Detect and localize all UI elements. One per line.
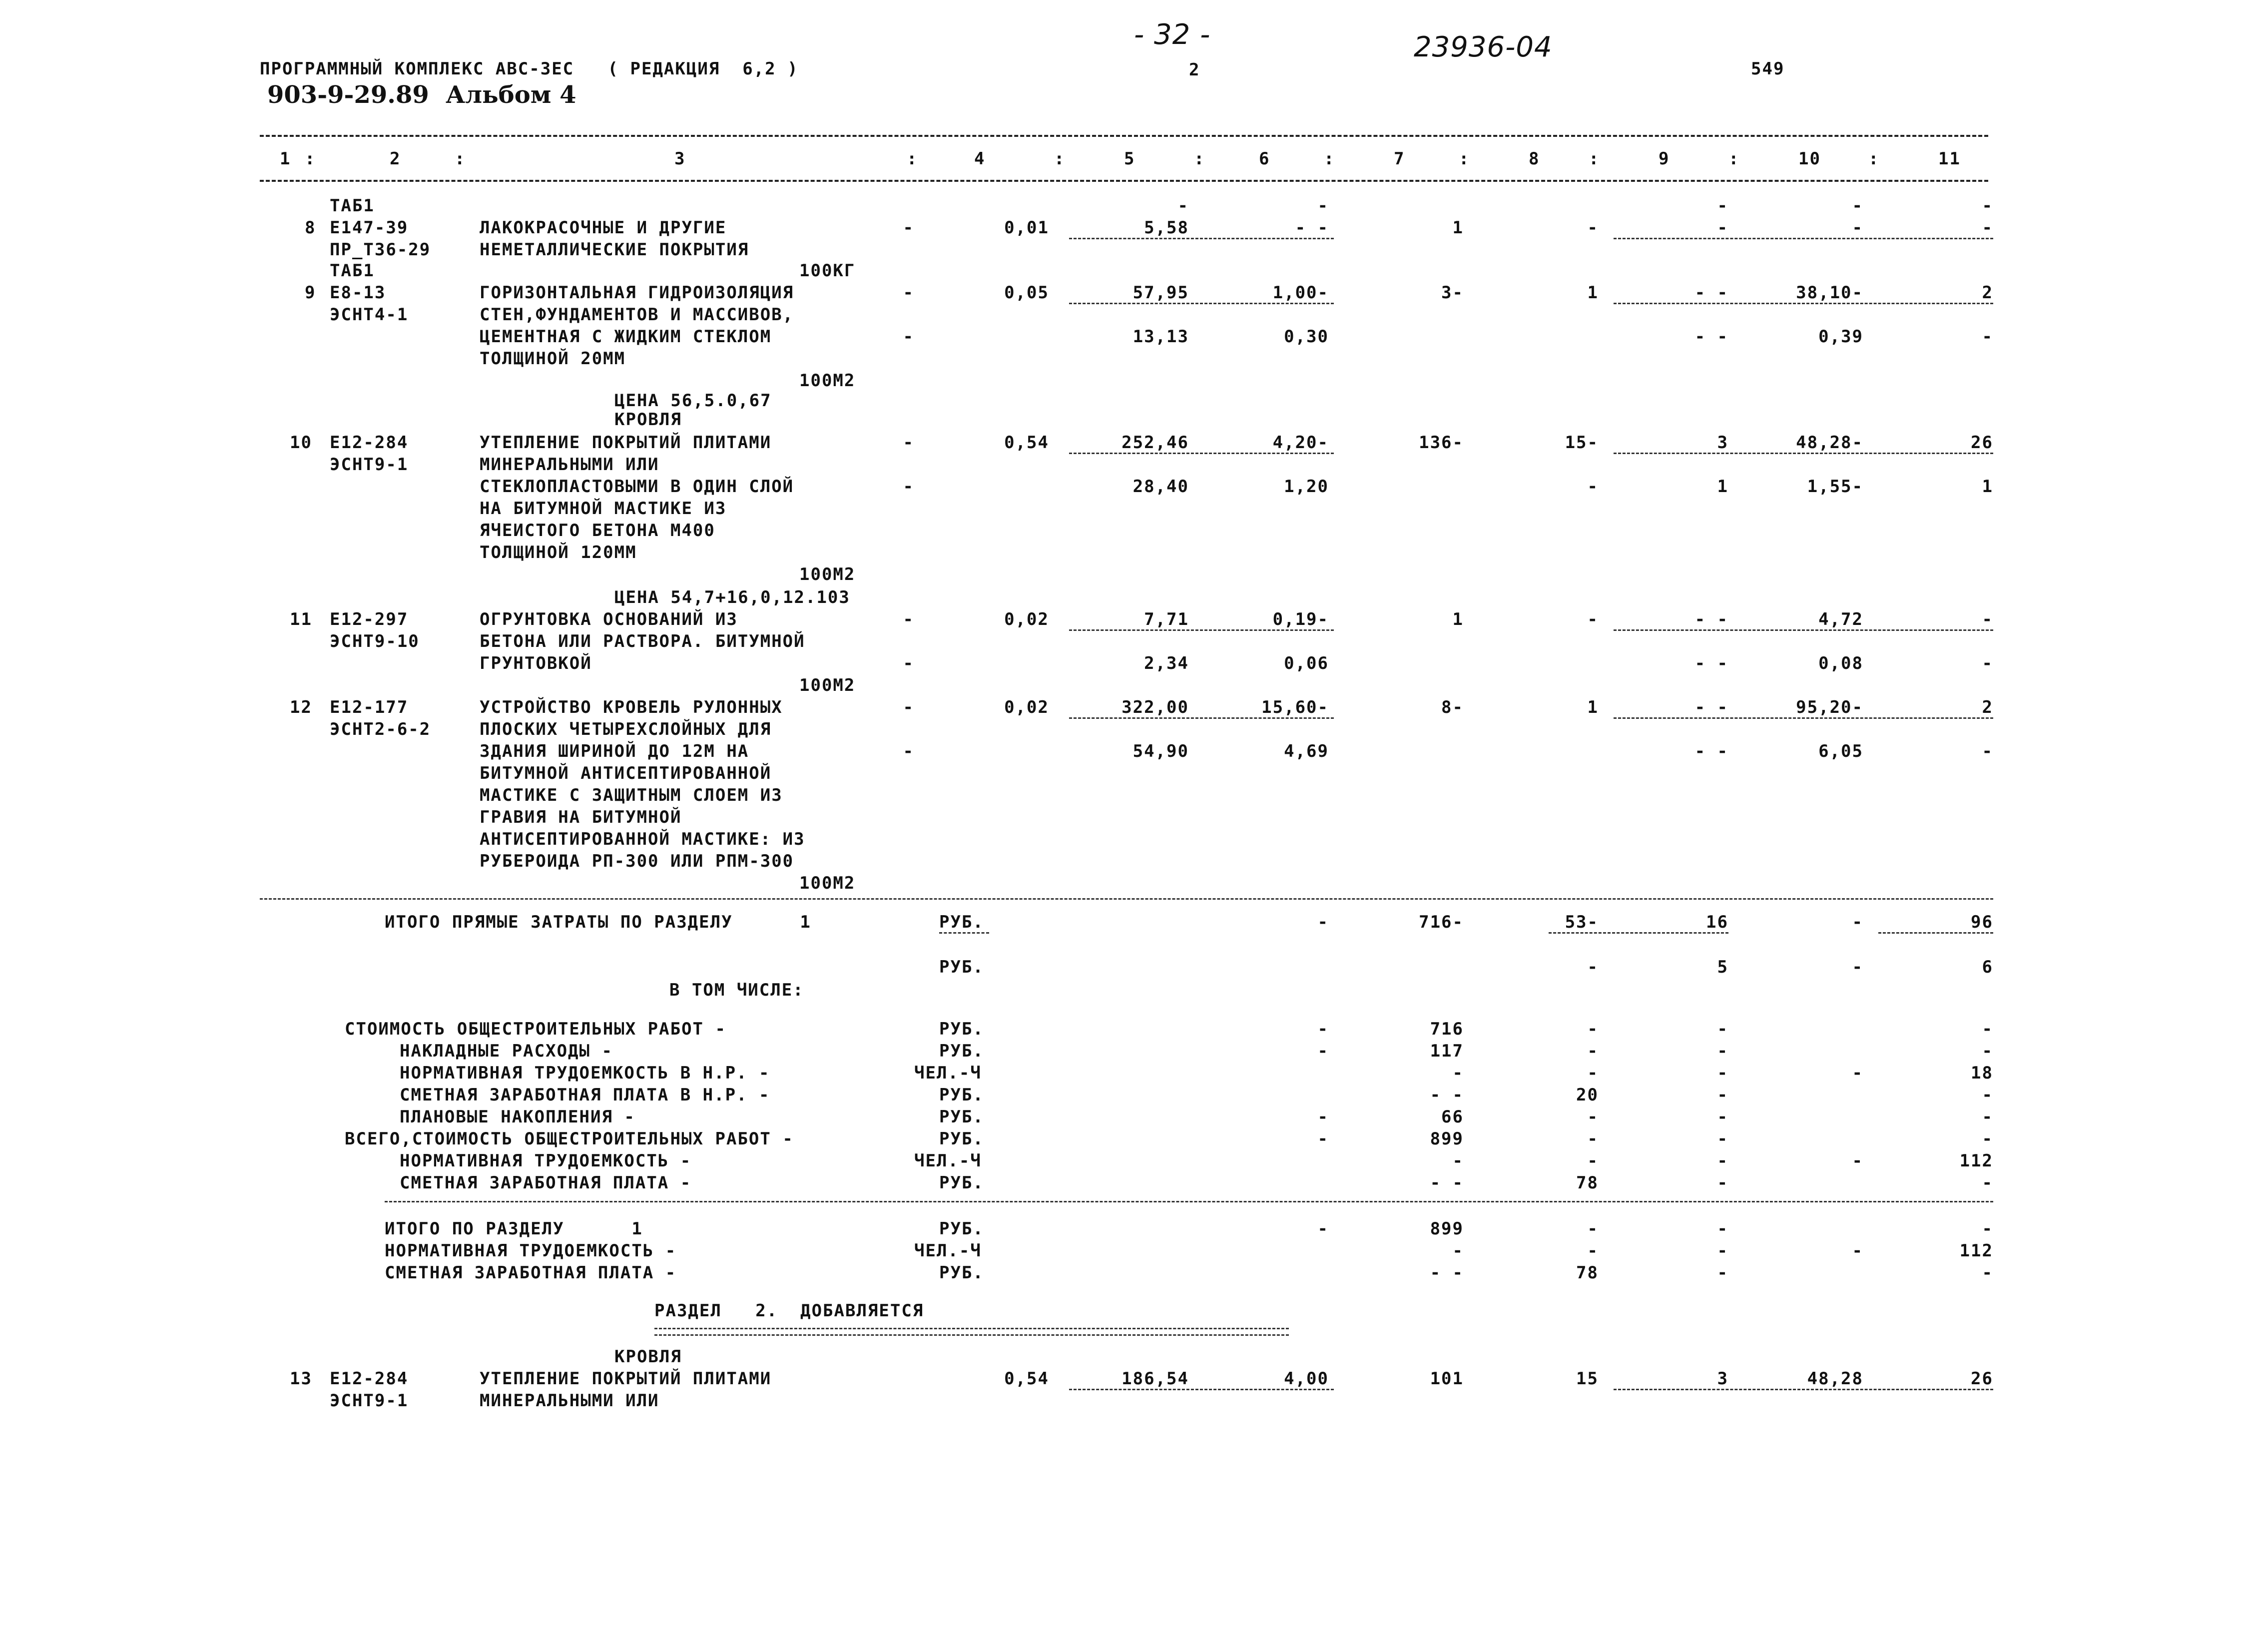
cell-col12: - bbox=[1982, 653, 1993, 673]
cell-col8: - - bbox=[1430, 1173, 1464, 1193]
cell-col7: 1,20 bbox=[1284, 477, 1329, 497]
rule bbox=[1614, 303, 1993, 304]
cell-col12: - bbox=[1982, 1085, 1993, 1105]
including-label: В ТОМ ЧИСЛЕ: bbox=[669, 980, 804, 1000]
rule bbox=[1614, 629, 1993, 631]
total-line-label: ПЛАНОВЫЕ НАКОПЛЕНИЯ - bbox=[400, 1107, 635, 1127]
cell-col7: - bbox=[1317, 1019, 1329, 1039]
cell-col9: 15- bbox=[1565, 433, 1599, 453]
cell-col7: - bbox=[1317, 1041, 1329, 1061]
unit-label: 100КГ bbox=[799, 261, 856, 281]
item-description: АНТИСЕПТИРОВАННОЙ МАСТИКЕ: ИЗ bbox=[480, 829, 805, 849]
item-code: Е12-177 bbox=[330, 697, 409, 717]
album-label: 903-9-29.89 Альбом 4 bbox=[267, 81, 576, 109]
cell-col5: 0,54 bbox=[1004, 433, 1049, 453]
cell-col7: 4,00 bbox=[1284, 1369, 1329, 1389]
cell-col6: 7,71 bbox=[1144, 609, 1189, 629]
total-line-label: НОРМАТИВНАЯ ТРУДОЕМКОСТЬ - bbox=[385, 1241, 677, 1261]
cell-col12: - bbox=[1982, 1219, 1993, 1239]
cell-col11: 38,10- bbox=[1796, 283, 1863, 303]
item-number: 11 bbox=[290, 609, 312, 629]
cell-col9: - bbox=[1587, 1019, 1599, 1039]
cell-col12: - bbox=[1982, 1041, 1993, 1061]
item-description: НЕМЕТАЛЛИЧЕСКИЕ ПОКРЫТИЯ bbox=[480, 240, 749, 260]
cell-col7: 0,30 bbox=[1284, 327, 1329, 347]
cell-col12: - bbox=[1982, 1107, 1993, 1127]
item-description: РУБЕРОИДА РП-300 ИЛИ РПМ-300 bbox=[480, 851, 794, 871]
cell-col8: - - bbox=[1430, 1085, 1464, 1105]
item-number: 9 bbox=[305, 283, 316, 303]
total-line-label: НОРМАТИВНАЯ ТРУДОЕМКОСТЬ - bbox=[400, 1151, 692, 1171]
cell-col7: 4,69 bbox=[1284, 741, 1329, 761]
cell-col10: - bbox=[1717, 1041, 1728, 1061]
item-description: СТЕН,ФУНДАМЕНТОВ И МАССИВОВ, bbox=[480, 305, 794, 325]
cell-col11: - bbox=[1852, 1063, 1863, 1083]
item-description: НА БИТУМНОЙ МАСТИКЕ ИЗ bbox=[480, 499, 727, 519]
cell-col9: 1 bbox=[1587, 283, 1599, 303]
page-number: - 32 - bbox=[1134, 18, 1211, 51]
cell-col6: 54,90 bbox=[1132, 741, 1189, 761]
item-code: ЭСНТ2-6-2 bbox=[330, 719, 431, 739]
price-note: ЦЕНА 56,5.0,67 bbox=[614, 391, 772, 411]
item-code: ЭСНТ9-1 bbox=[330, 455, 409, 475]
cell-col4: - bbox=[903, 741, 914, 761]
cell-col4: - bbox=[903, 697, 914, 717]
cell-col9: - bbox=[1587, 1219, 1599, 1239]
cell-col12: - bbox=[1982, 1129, 1993, 1149]
cell-col10: 3 bbox=[1717, 1369, 1728, 1389]
cell-col8: 117 bbox=[1430, 1041, 1464, 1061]
cell-col4: - bbox=[903, 609, 914, 629]
cell-col10: - bbox=[1717, 1129, 1728, 1149]
item-code: ЭСНТ4-1 bbox=[330, 305, 409, 325]
item-code: Е12-284 bbox=[330, 433, 409, 453]
unit: РУБ. bbox=[939, 1019, 984, 1039]
cell-col7: - bbox=[1317, 1219, 1329, 1239]
rule bbox=[1069, 717, 1334, 719]
column-number: 5 bbox=[1124, 149, 1135, 169]
unit: РУБ. bbox=[939, 1107, 984, 1127]
item-description: ОГРУНТОВКА ОСНОВАНИЙ ИЗ bbox=[480, 609, 738, 629]
unit-label: 100М2 bbox=[799, 873, 856, 893]
column-number: 11 bbox=[1938, 149, 1961, 169]
rule bbox=[1069, 238, 1334, 239]
column-number: 1 bbox=[280, 149, 291, 169]
cell-col10: - - bbox=[1694, 283, 1728, 303]
item-code: ЭСНТ9-1 bbox=[330, 1391, 409, 1411]
column-number: 8 bbox=[1529, 149, 1540, 169]
rule bbox=[1614, 1389, 1993, 1390]
total-line-label: СТОИМОСТЬ ОБЩЕСТРОИТЕЛЬНЫХ РАБОТ - bbox=[345, 1019, 726, 1039]
item-number: 13 bbox=[290, 1369, 312, 1389]
cell-col10: - bbox=[1717, 1107, 1728, 1127]
program-title: ПРОГРАММНЫЙ КОМПЛЕКС АВС-3ЕС ( РЕДАКЦИЯ 6,2 ) bbox=[260, 59, 799, 79]
column-number: 3 bbox=[674, 149, 686, 169]
cell-col5: 0,02 bbox=[1004, 609, 1049, 629]
total-line-label: СМЕТНАЯ ЗАРАБОТНАЯ ПЛАТА - bbox=[400, 1173, 692, 1193]
cell-col12: 1 bbox=[1982, 477, 1993, 497]
cell-mark: - bbox=[1717, 196, 1728, 216]
cell-col12: 18 bbox=[1971, 1063, 1993, 1083]
column-separator: : bbox=[1589, 149, 1600, 169]
rule bbox=[1069, 629, 1334, 631]
rule bbox=[1069, 453, 1334, 454]
item-code: ТАБ1 bbox=[330, 196, 375, 216]
total-line-label: НОРМАТИВНАЯ ТРУДОЕМКОСТЬ В Н.Р. - bbox=[400, 1063, 770, 1083]
item-number: 10 bbox=[290, 433, 312, 453]
cell-col10: - bbox=[1717, 1063, 1728, 1083]
cell-col5: 0,01 bbox=[1004, 218, 1049, 238]
rule bbox=[939, 932, 989, 934]
cell-col9: 53- bbox=[1565, 912, 1599, 932]
cell-col9: 78 bbox=[1576, 1173, 1599, 1193]
cell-col10: - bbox=[1717, 1241, 1728, 1261]
cell-col11: - bbox=[1852, 1241, 1863, 1261]
cell-col11: - bbox=[1852, 218, 1863, 238]
cell-col7: 1,00- bbox=[1272, 283, 1329, 303]
cell-col10: - - bbox=[1694, 653, 1728, 673]
cell-col7: - - bbox=[1295, 218, 1329, 238]
unit: РУБ. bbox=[939, 1173, 984, 1193]
cell-col4: - bbox=[903, 477, 914, 497]
cell-col12: 96 bbox=[1971, 912, 1993, 932]
cell-col8: 899 bbox=[1430, 1129, 1464, 1149]
item-code: Е147-39 bbox=[330, 218, 409, 238]
total-line-label: СМЕТНАЯ ЗАРАБОТНАЯ ПЛАТА В Н.Р. - bbox=[400, 1085, 770, 1105]
cell-col10: - - bbox=[1694, 741, 1728, 761]
rule bbox=[1614, 238, 1993, 239]
cell-col4: - bbox=[903, 327, 914, 347]
unit: ЧЕЛ.-Ч bbox=[914, 1063, 982, 1083]
cell-col12: 2 bbox=[1982, 283, 1993, 303]
cell-col6: 13,13 bbox=[1132, 327, 1189, 347]
item-description: ГРУНТОВКОЙ bbox=[480, 653, 592, 673]
cell-col9: - bbox=[1587, 218, 1599, 238]
rule bbox=[260, 898, 1993, 900]
total-line-label: СМЕТНАЯ ЗАРАБОТНАЯ ПЛАТА - bbox=[385, 1263, 677, 1283]
rule bbox=[260, 180, 1988, 182]
unit: РУБ. bbox=[939, 1129, 984, 1149]
item-code: Е12-284 bbox=[330, 1369, 409, 1389]
cell-col9: 20 bbox=[1576, 1085, 1599, 1105]
cell-col7: - bbox=[1317, 1129, 1329, 1149]
rule bbox=[1878, 932, 1993, 934]
cell-col12: - bbox=[1982, 741, 1993, 761]
cell-col7: 0,19- bbox=[1272, 609, 1329, 629]
cell-mark: - bbox=[1982, 196, 1993, 216]
cell-col8: - - bbox=[1430, 1263, 1464, 1283]
unit: РУБ. bbox=[939, 957, 984, 977]
column-separator: : bbox=[907, 149, 918, 169]
code-number: 549 bbox=[1751, 59, 1785, 79]
cell-col9: - bbox=[1587, 609, 1599, 629]
cell-col11: 1,55- bbox=[1807, 477, 1863, 497]
item-description: ЛАКОКРАСОЧНЫЕ И ДРУГИЕ bbox=[480, 218, 727, 238]
cell-col8: 136- bbox=[1419, 433, 1464, 453]
cell-col12: - bbox=[1982, 1173, 1993, 1193]
cell-col9: - bbox=[1587, 957, 1599, 977]
item-description: ГОРИЗОНТАЛЬНАЯ ГИДРОИЗОЛЯЦИЯ bbox=[480, 283, 794, 303]
column-separator: : bbox=[1194, 149, 1205, 169]
cell-col9: - bbox=[1587, 1241, 1599, 1261]
cell-col10: - bbox=[1717, 1151, 1728, 1171]
unit: РУБ. bbox=[939, 1041, 984, 1061]
cell-col12: - bbox=[1982, 1263, 1993, 1283]
item-description: ПЛОСКИХ ЧЕТЫРЕХСЛОЙНЫХ ДЛЯ bbox=[480, 719, 772, 739]
column-number: 10 bbox=[1798, 149, 1821, 169]
cell-col10: 16 bbox=[1706, 912, 1728, 932]
column-number: 6 bbox=[1259, 149, 1270, 169]
cell-col8: 66 bbox=[1441, 1107, 1464, 1127]
rule bbox=[1069, 303, 1334, 304]
item-description: ЗДАНИЯ ШИРИНОЙ ДО 12М НА bbox=[480, 741, 749, 761]
item-number: 12 bbox=[290, 697, 312, 717]
item-code: Е12-297 bbox=[330, 609, 409, 629]
cell-col6: 186,54 bbox=[1121, 1369, 1189, 1389]
cell-col5: 0,05 bbox=[1004, 283, 1049, 303]
item-description: ЯЧЕИСТОГО БЕТОНА М400 bbox=[480, 521, 715, 541]
item-description: ГРАВИЯ НА БИТУМНОЙ bbox=[480, 807, 682, 827]
cell-col10: - - bbox=[1694, 697, 1728, 717]
cell-col10: - bbox=[1717, 1263, 1728, 1283]
item-description: БИТУМНОЙ АНТИСЕПТИРОВАННОЙ bbox=[480, 763, 772, 783]
cell-col8: 1 bbox=[1452, 218, 1464, 238]
column-separator: : bbox=[1868, 149, 1880, 169]
sheet-number: 2 bbox=[1189, 60, 1200, 80]
column-number: 4 bbox=[974, 149, 986, 169]
cell-col8: 3- bbox=[1441, 283, 1464, 303]
cell-col9: - bbox=[1587, 477, 1599, 497]
column-number: 7 bbox=[1394, 149, 1405, 169]
rule bbox=[654, 1328, 1289, 1336]
cell-col4: - bbox=[903, 283, 914, 303]
item-code: ТАБ1 bbox=[330, 261, 375, 281]
unit-label: 100М2 bbox=[799, 675, 856, 695]
cell-col12: 6 bbox=[1982, 957, 1993, 977]
cell-col7: 0,06 bbox=[1284, 653, 1329, 673]
cell-col11: - bbox=[1852, 957, 1863, 977]
cell-col11: - bbox=[1852, 912, 1863, 932]
cell-col12: - bbox=[1982, 218, 1993, 238]
cell-col10: - bbox=[1717, 1085, 1728, 1105]
cell-mark: - bbox=[1317, 196, 1329, 216]
item-code: Е8-13 bbox=[330, 283, 386, 303]
total-line-label: ВСЕГО,СТОИМОСТЬ ОБЩЕСТРОИТЕЛЬНЫХ РАБОТ - bbox=[345, 1129, 794, 1149]
unit: РУБ. bbox=[939, 912, 984, 932]
price-note: ЦЕНА 54,7+16,0,12.103 bbox=[614, 587, 850, 607]
cell-col8: 899 bbox=[1430, 1219, 1464, 1239]
total-line-label: ИТОГО ПО РАЗДЕЛУ 1 bbox=[385, 1219, 643, 1239]
cell-col6: 5,58 bbox=[1144, 218, 1189, 238]
item-description: МАСТИКЕ С ЗАЩИТНЫМ СЛОЕМ ИЗ bbox=[480, 785, 783, 805]
direct-total-label: ИТОГО ПРЯМЫЕ ЗАТРАТЫ ПО РАЗДЕЛУ 1 bbox=[385, 912, 811, 932]
rule bbox=[1069, 1389, 1334, 1390]
cell-col12: 112 bbox=[1959, 1241, 1993, 1261]
cell-col12: 26 bbox=[1971, 1369, 1993, 1389]
column-separator: : bbox=[455, 149, 466, 169]
cell-col10: - - bbox=[1694, 327, 1728, 347]
group-label: КРОВЛЯ bbox=[614, 410, 682, 430]
cell-col7: 15,60- bbox=[1261, 697, 1329, 717]
cell-col6: 2,34 bbox=[1144, 653, 1189, 673]
cell-col7: - bbox=[1317, 912, 1329, 932]
unit-label: 100М2 bbox=[799, 371, 856, 391]
cell-col10: - bbox=[1717, 218, 1728, 238]
cell-col6: 252,46 bbox=[1121, 433, 1189, 453]
unit-label: 100М2 bbox=[799, 564, 856, 584]
cell-col8: 716- bbox=[1419, 912, 1464, 932]
cell-col10: - bbox=[1717, 1019, 1728, 1039]
item-description: УТЕПЛЕНИЕ ПОКРЫТИЙ ПЛИТАМИ bbox=[480, 1369, 772, 1389]
cell-col9: 1 bbox=[1587, 697, 1599, 717]
cell-col12: - bbox=[1982, 327, 1993, 347]
item-description: ТОЛЩИНОЙ 120ММ bbox=[480, 543, 637, 562]
cell-col5: 0,54 bbox=[1004, 1369, 1049, 1389]
cell-col12: - bbox=[1982, 1019, 1993, 1039]
item-code: ЭСНТ9-10 bbox=[330, 631, 420, 651]
cell-col11: 0,08 bbox=[1818, 653, 1863, 673]
unit: РУБ. bbox=[939, 1219, 984, 1239]
item-description: БЕТОНА ИЛИ РАСТВОРА. БИТУМНОЙ bbox=[480, 631, 805, 651]
cell-col11: 48,28 bbox=[1807, 1369, 1863, 1389]
cell-col8: - bbox=[1452, 1241, 1464, 1261]
cell-col10: 3 bbox=[1717, 433, 1728, 453]
cell-col11: 48,28- bbox=[1796, 433, 1863, 453]
cell-col11: 4,72 bbox=[1818, 609, 1863, 629]
section-title: РАЗДЕЛ 2. ДОБАВЛЯЕТСЯ bbox=[654, 1301, 924, 1321]
doc-number: 23936-04 bbox=[1414, 31, 1553, 63]
column-separator: : bbox=[1324, 149, 1335, 169]
column-separator: : bbox=[1054, 149, 1066, 169]
rule bbox=[1614, 453, 1993, 454]
cell-col8: 716 bbox=[1430, 1019, 1464, 1039]
cell-col6: 28,40 bbox=[1132, 477, 1189, 497]
unit: РУБ. bbox=[939, 1085, 984, 1105]
rule bbox=[385, 1201, 1993, 1202]
cell-col11: 6,05 bbox=[1818, 741, 1863, 761]
rule bbox=[1549, 932, 1728, 934]
item-number: 8 bbox=[305, 218, 316, 238]
item-code: ПР_ТЗ6-29 bbox=[330, 240, 431, 260]
unit: ЧЕЛ.-Ч bbox=[914, 1151, 982, 1171]
column-separator: : bbox=[305, 149, 316, 169]
cell-col10: - bbox=[1717, 1219, 1728, 1239]
cell-col4: - bbox=[903, 653, 914, 673]
cell-col4: - bbox=[903, 218, 914, 238]
item-description: ТОЛЩИНОЙ 20ММ bbox=[480, 349, 626, 369]
cell-col7: 4,20- bbox=[1272, 433, 1329, 453]
item-description: СТЕКЛОПЛАСТОВЫМИ В ОДИН СЛОЙ bbox=[480, 477, 794, 497]
column-number: 2 bbox=[390, 149, 401, 169]
cell-col8: - bbox=[1452, 1151, 1464, 1171]
rule bbox=[1614, 717, 1993, 719]
cell-col10: 5 bbox=[1717, 957, 1728, 977]
column-number: 9 bbox=[1659, 149, 1670, 169]
cell-col11: - bbox=[1852, 1151, 1863, 1171]
cell-col9: - bbox=[1587, 1107, 1599, 1127]
group-label: КРОВЛЯ bbox=[614, 1347, 682, 1367]
cell-col11: 95,20- bbox=[1796, 697, 1863, 717]
cell-col8: - bbox=[1452, 1063, 1464, 1083]
item-description: ЦЕМЕНТНАЯ С ЖИДКИМ СТЕКЛОМ bbox=[480, 327, 772, 347]
rule bbox=[260, 135, 1988, 137]
cell-col4: - bbox=[903, 433, 914, 453]
cell-col10: 1 bbox=[1717, 477, 1728, 497]
cell-col8: 101 bbox=[1430, 1369, 1464, 1389]
cell-col6: 57,95 bbox=[1132, 283, 1189, 303]
item-description: МИНЕРАЛЬНЫМИ ИЛИ bbox=[480, 455, 659, 475]
total-line-label: НАКЛАДНЫЕ РАСХОДЫ - bbox=[400, 1041, 613, 1061]
cell-col7: - bbox=[1317, 1107, 1329, 1127]
unit: ЧЕЛ.-Ч bbox=[914, 1241, 982, 1261]
cell-mark: - bbox=[1852, 196, 1863, 216]
cell-col12: 2 bbox=[1982, 697, 1993, 717]
cell-col12: 112 bbox=[1959, 1151, 1993, 1171]
cell-col5: 0,02 bbox=[1004, 697, 1049, 717]
cell-col9: - bbox=[1587, 1129, 1599, 1149]
item-description: УТЕПЛЕНИЕ ПОКРЫТИЙ ПЛИТАМИ bbox=[480, 433, 772, 453]
cell-col9: - bbox=[1587, 1151, 1599, 1171]
cell-col8: 1 bbox=[1452, 609, 1464, 629]
item-description: УСТРОЙСТВО КРОВЕЛЬ РУЛОННЫХ bbox=[480, 697, 783, 717]
column-separator: : bbox=[1459, 149, 1470, 169]
item-description: МИНЕРАЛЬНЫМИ ИЛИ bbox=[480, 1391, 659, 1411]
unit: РУБ. bbox=[939, 1263, 984, 1283]
cell-col6: 322,00 bbox=[1121, 697, 1189, 717]
cell-col12: - bbox=[1982, 609, 1993, 629]
cell-mark: - bbox=[1177, 196, 1189, 216]
cell-col9: 78 bbox=[1576, 1263, 1599, 1283]
column-separator: : bbox=[1728, 149, 1740, 169]
cell-col10: - bbox=[1717, 1173, 1728, 1193]
cell-col9: - bbox=[1587, 1041, 1599, 1061]
cell-col11: 0,39 bbox=[1818, 327, 1863, 347]
cell-col9: 15 bbox=[1576, 1369, 1599, 1389]
cell-col10: - - bbox=[1694, 609, 1728, 629]
cell-col8: 8- bbox=[1441, 697, 1464, 717]
cell-col9: - bbox=[1587, 1063, 1599, 1083]
cell-col12: 26 bbox=[1971, 433, 1993, 453]
